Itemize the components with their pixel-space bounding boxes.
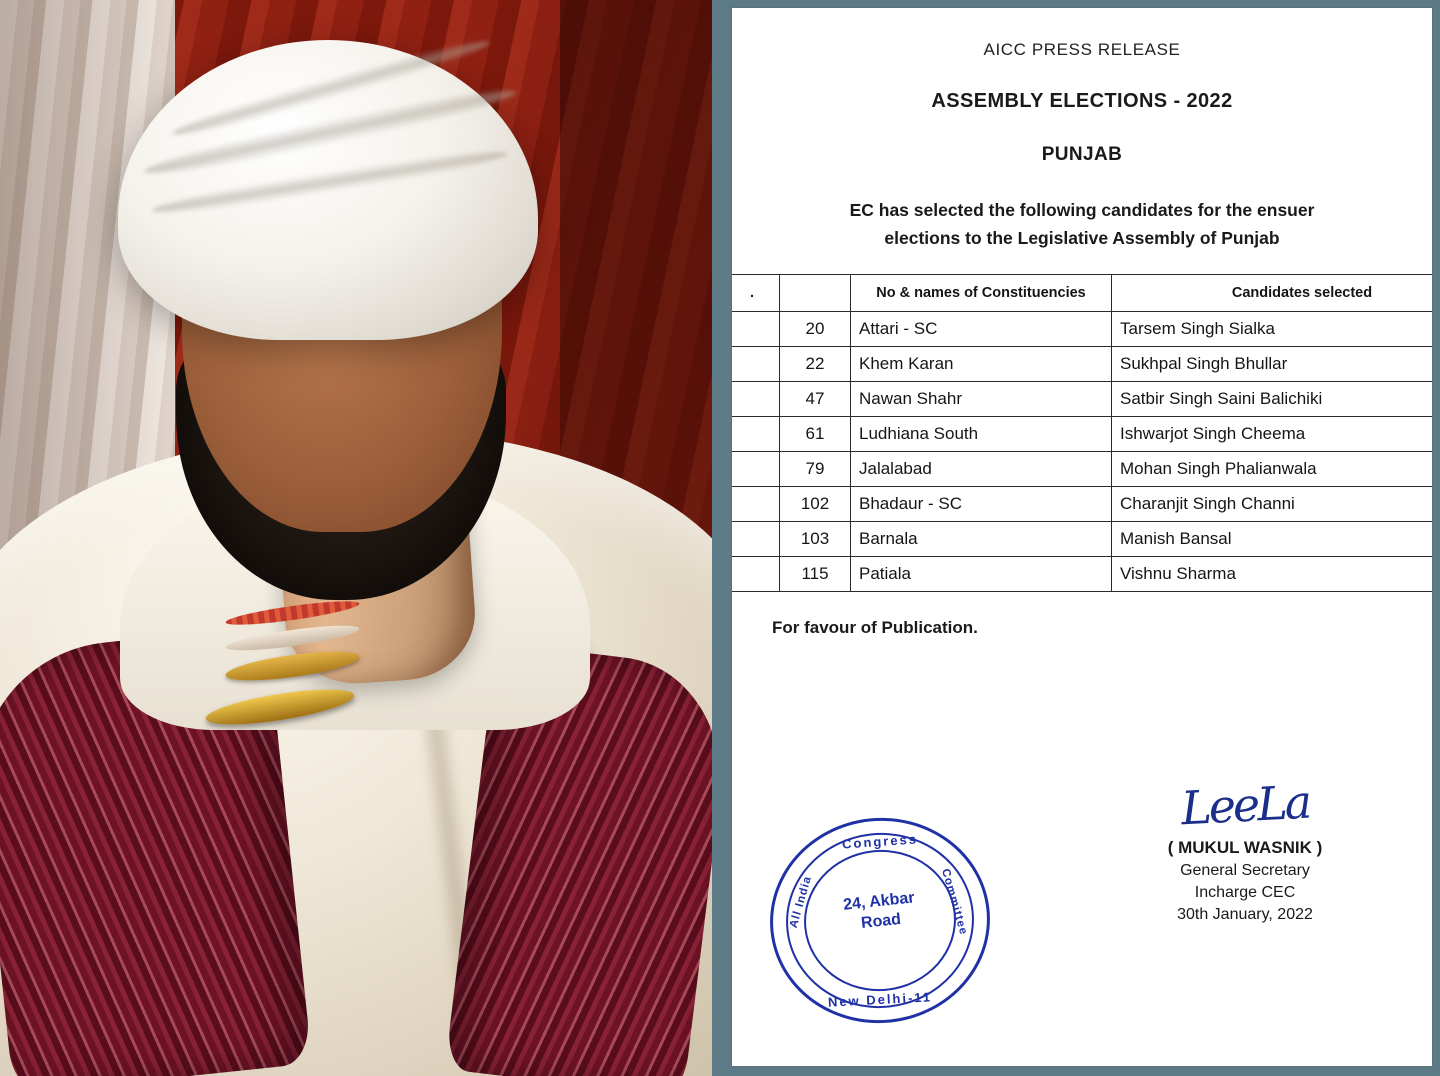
cell-candidate: Charanjit Singh Channi (1112, 487, 1433, 522)
portrait-photo (0, 0, 712, 1076)
signature-block (1080, 774, 1410, 924)
stamp-text-right: Committee (938, 867, 969, 937)
stamp-text-left: All India (787, 874, 815, 930)
cell-sno (732, 522, 780, 557)
stamp-center-line-1: 24, Akbar (842, 889, 916, 914)
signatory-role: General Secretary (1180, 862, 1310, 879)
press-release-document (732, 8, 1432, 1066)
document-state: PUNJAB (1041, 144, 1123, 165)
stamp-center-line-2: Road (860, 910, 902, 932)
candidates-table (732, 274, 1432, 592)
cell-sno (732, 312, 780, 347)
cell-sno (732, 417, 780, 452)
cell-constituency-no: 79 (780, 452, 851, 487)
cell-constituency-no: 103 (780, 522, 851, 557)
table-row (732, 347, 1432, 382)
cell-constituency-name: Ludhiana South (851, 417, 1112, 452)
table-body (732, 312, 1432, 592)
stamp-text-bottom: New Delhi-11 (827, 989, 933, 1010)
cell-candidate: Sukhpal Singh Bhullar (1112, 347, 1433, 382)
signatory-name: ( MUKUL WASNIK ) (1167, 838, 1323, 857)
cell-sno (732, 557, 780, 592)
cell-sno (732, 487, 780, 522)
cell-sno (732, 347, 780, 382)
stamp-text-top: Congress (841, 831, 919, 852)
document-intro (742, 196, 1422, 252)
table-header-row (732, 275, 1432, 312)
cell-candidate: Manish Bansal (1112, 522, 1433, 557)
cell-candidate: Ishwarjot Singh Cheema (1112, 417, 1433, 452)
table-row (732, 312, 1432, 347)
table-row (732, 382, 1432, 417)
cell-constituency-name: Jalalabad (851, 452, 1112, 487)
table-row (732, 557, 1432, 592)
cell-constituency-name: Khem Karan (851, 347, 1112, 382)
cell-constituency-no: 61 (780, 417, 851, 452)
publication-note: For favour of Publication. (772, 618, 978, 637)
cell-constituency-no: 47 (780, 382, 851, 417)
signatory-role-secondary: Incharge CEC (1194, 884, 1296, 901)
cell-candidate: Mohan Singh Phalianwala (1112, 452, 1433, 487)
table-row (732, 452, 1432, 487)
cell-constituency-name: Bhadaur - SC (851, 487, 1112, 522)
document-intro-line-1: EC has selected the following candidates for the ensuer (849, 200, 1315, 220)
photo-subject (0, 0, 712, 1076)
document-title: ASSEMBLY ELECTIONS - 2022 (931, 90, 1233, 112)
cell-sno (732, 452, 780, 487)
cell-constituency-no: 102 (780, 487, 851, 522)
cell-constituency-no: 20 (780, 312, 851, 347)
cell-sno (732, 382, 780, 417)
column-header-sno: . (732, 275, 780, 312)
column-header-candidate: Candidates selected (1112, 275, 1433, 312)
cell-constituency-name: Patiala (851, 557, 1112, 592)
cell-constituency-name: Barnala (851, 522, 1112, 557)
cell-constituency-no: 22 (780, 347, 851, 382)
signature-date: 30th January, 2022 (1177, 906, 1313, 923)
cell-constituency-name: Nawan Shahr (851, 382, 1112, 417)
table-row (732, 417, 1432, 452)
document-intro-line-2: elections to the Legislative Assembly of Punjab (884, 228, 1280, 248)
signature-mark: LeeLa (1179, 774, 1311, 836)
cell-candidate: Satbir Singh Saini Balichiki (1112, 382, 1433, 417)
cell-candidate: Tarsem Singh Sialka (1112, 312, 1433, 347)
aicc-stamp-icon (770, 818, 990, 1023)
cell-constituency-no: 115 (780, 557, 851, 592)
document-header: AICC PRESS RELEASE (983, 40, 1181, 59)
column-header-constituency: No & names of Constituencies (851, 275, 1112, 312)
cell-constituency-name: Attari - SC (851, 312, 1112, 347)
table-row (732, 487, 1432, 522)
column-header-no (780, 275, 851, 312)
table-row (732, 522, 1432, 557)
cell-candidate: Vishnu Sharma (1112, 557, 1433, 592)
